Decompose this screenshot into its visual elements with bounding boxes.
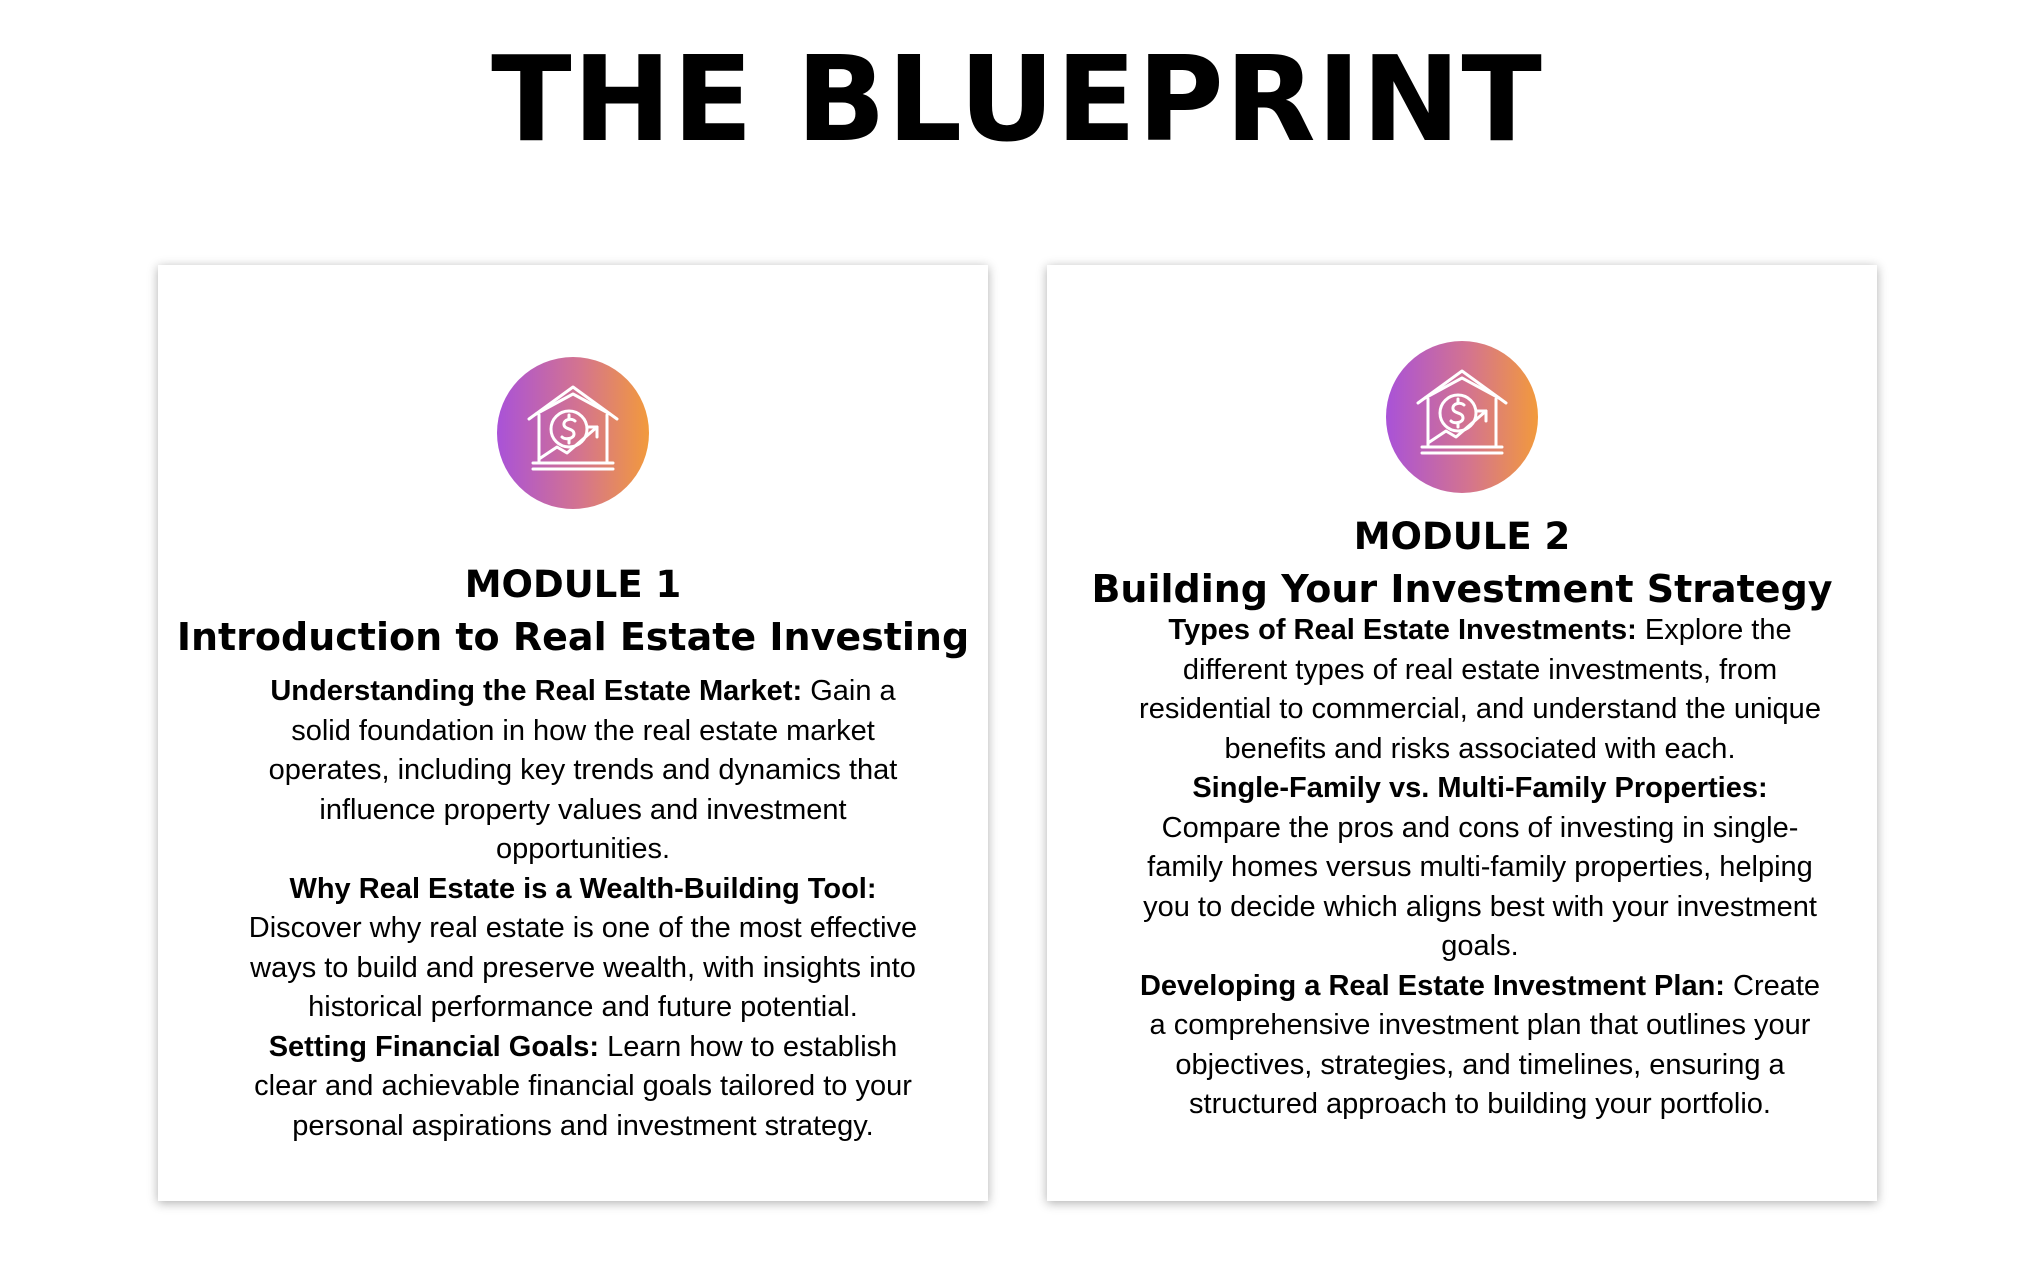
module-description	[240, 672, 926, 1146]
module-title: Building Your Investment Strategy	[1091, 567, 1833, 611]
topic-heading: Developing a Real Estate Investment Plan:	[1139, 969, 1725, 1002]
house-dollar-growth-icon	[1386, 341, 1538, 493]
module-number: MODULE 2	[1353, 515, 1571, 558]
topic-heading: Understanding the Real Estate Market:	[270, 675, 803, 707]
module-number: MODULE 1	[464, 563, 682, 606]
house-dollar-growth-icon	[497, 357, 649, 509]
topic-text: Explore the different types of real estate investments, from residential to commercial, and understand the unique benefits and risks associated with each.	[1139, 614, 1821, 765]
topic-heading: Types of Real Estate Investments:	[1168, 614, 1637, 646]
page-title: THE BLUEPRINT	[491, 30, 1543, 168]
module-card-1	[158, 265, 988, 1201]
topic-text: Create a comprehensive investment plan that outlines your objectives, strategies, and timelines, ensuring a structured approach to building your portfolio.	[1149, 969, 1821, 1120]
module-card-2	[1047, 265, 1877, 1201]
topic-text: Gain a solid foundation in how the real estate market operates, including key trends and dynamics that influence property values and investment opportunities.	[268, 675, 898, 865]
topic-heading: Setting Financial Goals:	[268, 1030, 600, 1063]
module-title: Introduction to Real Estate Investing	[176, 615, 970, 659]
topic-text: Learn how to establish clear and achievable financial goals tailored to your personal aspirations and investment strategy.	[254, 1030, 912, 1142]
topic-text: Compare the pros and cons of investing in single-family homes versus multi-family properties, helping you to decide which aligns best with your investment goals.	[1143, 811, 1817, 962]
module-heading	[1047, 511, 1877, 615]
topic-text: Discover why real estate is one of the most effective ways to build and preserve wealth, with insights into historical performance and future potential.	[248, 912, 918, 1023]
module-heading	[158, 559, 988, 663]
topic-heading: Single-Family vs. Multi-Family Properties:	[1192, 772, 1768, 804]
module-description	[1135, 611, 1825, 1125]
topic-heading: Why Real Estate is a Wealth-Building Tool:	[289, 872, 877, 905]
